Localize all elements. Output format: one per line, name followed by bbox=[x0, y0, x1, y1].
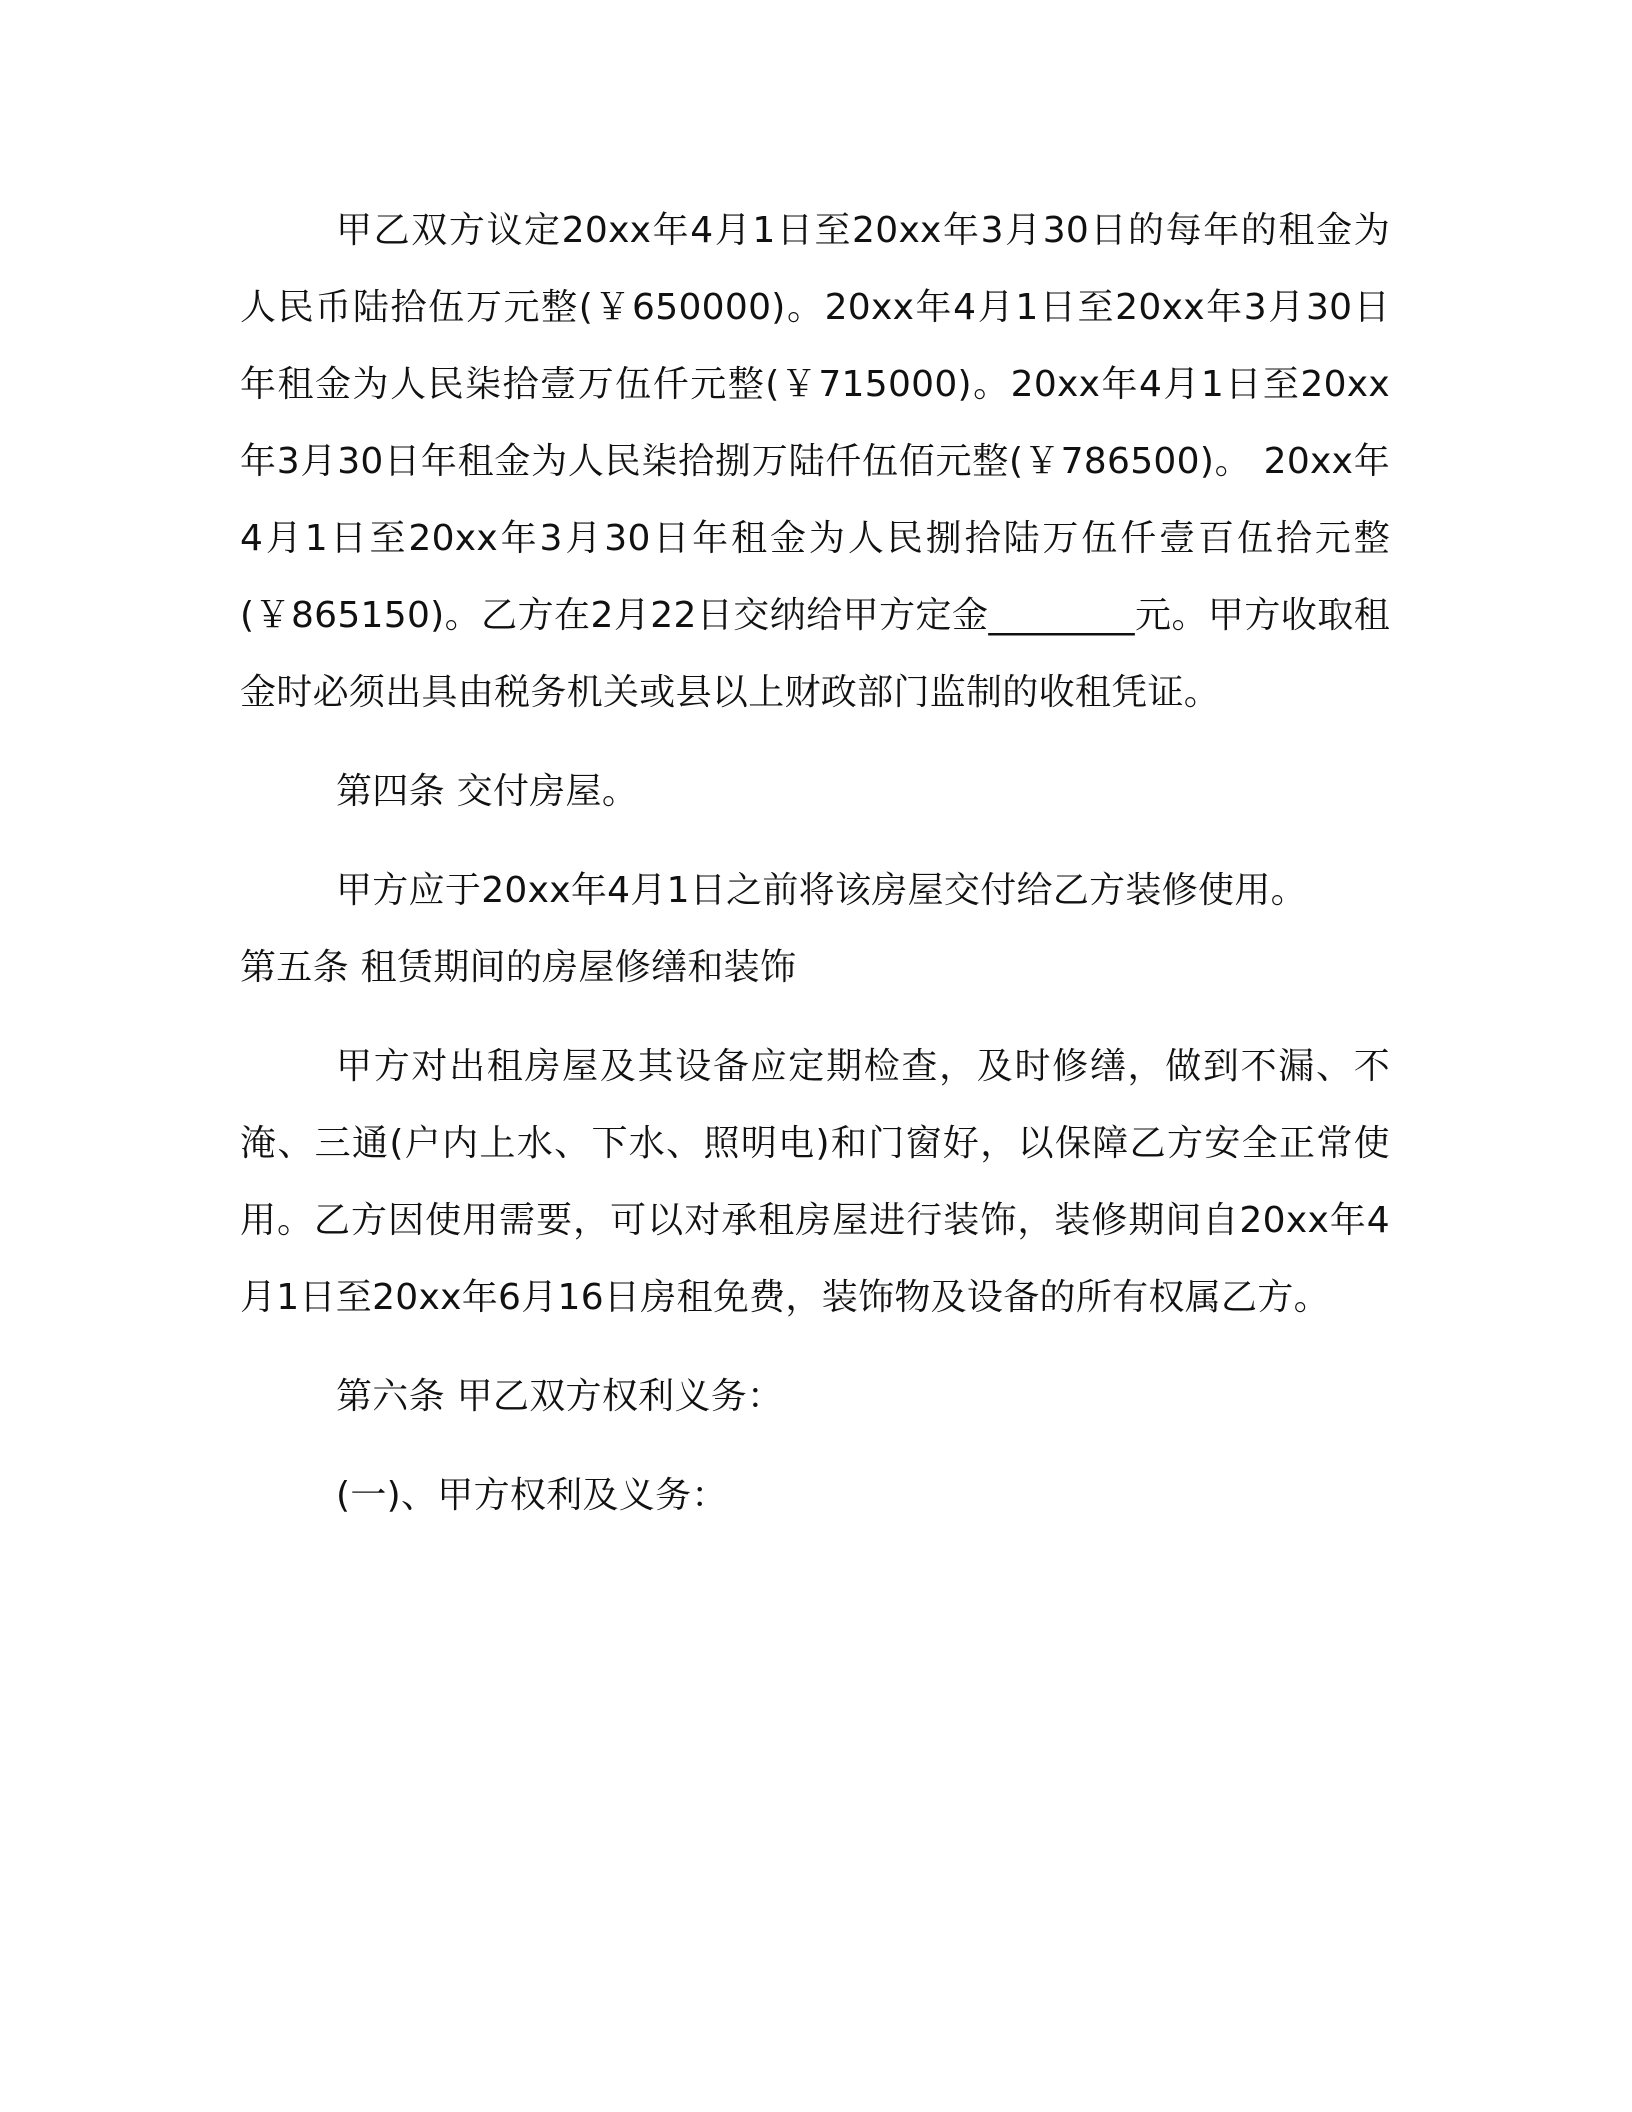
document-page bbox=[240, 192, 1390, 1534]
rent-amounts-paragraph: 甲乙双方议定20xx年4月1日至20xx年3月30日的每年的租金为人民币陆拾伍万元整(￥650000)。20xx年4月1日至20xx年3月30日年租金为人民柒拾壹万伍仟元整(￥715000)。20xx年4月1日至20xx年3月30日年租金为人民柒拾捌万陆仟伍佰元整(￥786500)。 20xx年4月1日至20xx年3月30日年租金为人民捌拾陆万伍仟壹百伍拾元整(￥865150)。乙方在2月22日交纳给甲方定金________元。甲方收取租金时必须出具由税务机关或县以上财政部门监制的收租凭证。 bbox=[240, 210, 1390, 713]
party-a-rights-heading: (一)、甲方权利及义务： bbox=[336, 1475, 728, 1516]
article-4-heading: 第四条 交付房屋。 bbox=[336, 771, 639, 812]
article-4-body: 甲方应于20xx年4月1日之前将该房屋交付给乙方装修使用。 bbox=[336, 870, 1307, 911]
article-5-heading: 第五条 租赁期间的房屋修缮和装饰 bbox=[240, 947, 797, 988]
article-5-body: 甲方对出租房屋及其设备应定期检查，及时修缮，做到不漏、不淹、三通(户内上水、下水、照明电)和门窗好，以保障乙方安全正常使用。乙方因使用需要，可以对承租房屋进行装饰，装修期间自20xx年4月1日至20xx年6月16日房租免费，装饰物及设备的所有权属乙方。 bbox=[240, 1046, 1390, 1318]
article-6-heading: 第六条 甲乙双方权利义务： bbox=[336, 1376, 784, 1417]
